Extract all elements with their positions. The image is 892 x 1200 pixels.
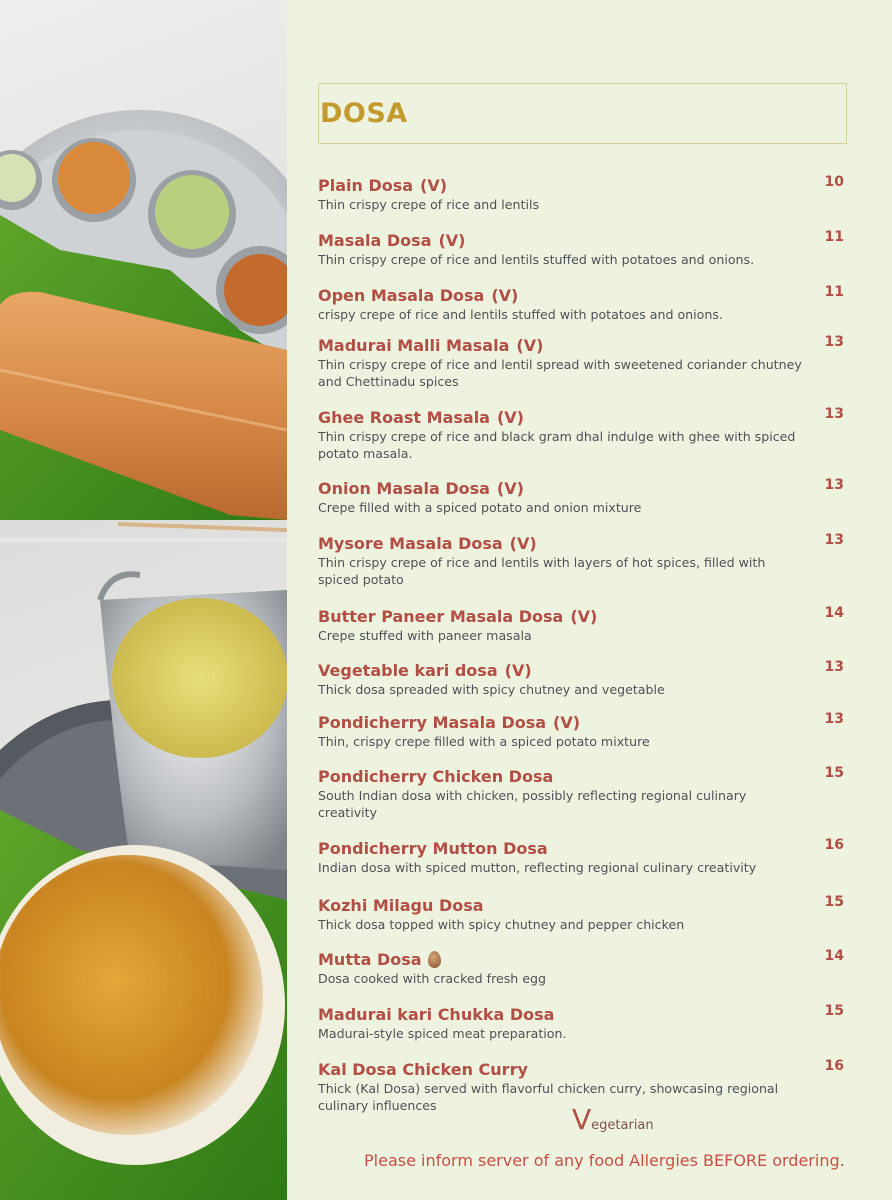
- menu-item-description: Thin crispy crepe of rice and lentils stuffed with potatoes and onions.: [318, 252, 755, 267]
- menu-item-name: [318, 286, 848, 305]
- food-photo-panel: [0, 0, 287, 1200]
- menu-item-name: [318, 408, 848, 427]
- menu-item-name: [318, 336, 848, 355]
- menu-item-price: 11: [824, 284, 844, 300]
- menu-item-name: [318, 607, 848, 626]
- menu-item-name: [318, 713, 848, 732]
- menu-item: [318, 607, 848, 644]
- menu-item-description: Crepe stuffed with paneer masala: [318, 628, 532, 643]
- menu-item-description: Crepe filled with a spiced potato and onion mixture: [318, 500, 642, 515]
- section-title: DOSA: [320, 98, 408, 129]
- food-photo: [0, 0, 287, 1200]
- menu-item-description: Thick (Kal Dosa) served with flavorful chicken curry, showcasing regional culinary influences: [318, 1081, 779, 1113]
- menu-item-price: 13: [824, 659, 844, 675]
- menu-item-name: [318, 176, 848, 195]
- menu-item-price: 13: [824, 711, 844, 727]
- menu-item-price: 14: [824, 948, 844, 964]
- menu-item-name-text: Madurai kari Chukka Dosa: [318, 1005, 555, 1024]
- menu-item-name-text: Pondicherry Chicken Dosa: [318, 767, 554, 786]
- menu-item: [318, 1005, 848, 1042]
- menu-item-name-text: Mutta Dosa: [318, 950, 422, 969]
- menu-item: [318, 950, 848, 987]
- menu-item-name-text: Ghee Roast Masala: [318, 408, 490, 427]
- menu-item: [318, 286, 848, 323]
- menu-item: [318, 176, 848, 213]
- menu-item-name-text: Kozhi Milagu Dosa: [318, 896, 484, 915]
- menu-item-description: Thin crispy crepe of rice and lentils: [318, 197, 540, 212]
- vegetarian-marker: (V): [553, 713, 581, 732]
- menu-item-name: [318, 767, 848, 786]
- menu-item-description: Thin crispy crepe of rice and black gram dhal indulge with ghee with spiced potato masala.: [318, 429, 796, 461]
- vegetarian-marker: (V): [496, 408, 524, 427]
- menu-item-price: 13: [824, 532, 844, 548]
- menu-panel: [287, 0, 892, 1200]
- menu-item-name-text: Plain Dosa: [318, 176, 414, 195]
- menu-item-name: [318, 661, 848, 680]
- menu-item-description: Indian dosa with spiced mutton, reflecting regional culinary creativity: [318, 860, 757, 875]
- section-title-box: [318, 83, 847, 144]
- menu-item-name-text: Madurai Malli Masala: [318, 336, 510, 355]
- menu-item: [318, 231, 848, 268]
- vegetarian-marker: (V): [491, 286, 519, 305]
- allergy-note: Please inform server of any food Allergies BEFORE ordering.: [364, 1151, 845, 1170]
- menu-item: [318, 839, 848, 876]
- menu-item-name: [318, 839, 848, 858]
- menu-item-description: Thin, crispy crepe filled with a spiced potato mixture: [318, 734, 650, 749]
- menu-item-description: Thick dosa topped with spicy chutney and pepper chicken: [318, 917, 685, 932]
- menu-item-name-text: Vegetable kari dosa: [318, 661, 498, 680]
- vegetarian-legend-initial: V: [572, 1103, 592, 1136]
- menu-item-price: 15: [824, 894, 844, 910]
- vegetarian-marker: (V): [516, 336, 544, 355]
- vegetarian-marker: (V): [496, 479, 524, 498]
- menu-item: [318, 661, 848, 698]
- menu-item-description: Thick dosa spreaded with spicy chutney and vegetable: [318, 682, 665, 697]
- menu-item-description: South Indian dosa with chicken, possibly reflecting regional culinary creativity: [318, 788, 747, 820]
- menu-item-price: 10: [824, 174, 844, 190]
- menu-item-name: [318, 1060, 848, 1079]
- menu-item-name-text: Mysore Masala Dosa: [318, 534, 503, 553]
- menu-item-name-text: Open Masala Dosa: [318, 286, 485, 305]
- menu-item-name: [318, 896, 848, 915]
- menu-item-name-text: Pondicherry Masala Dosa: [318, 713, 547, 732]
- menu-item-name-text: Kal Dosa Chicken Curry: [318, 1060, 528, 1079]
- vegetarian-marker: (V): [438, 231, 466, 250]
- menu-item-description: Madurai-style spiced meat preparation.: [318, 1026, 567, 1041]
- menu-item-price: 13: [824, 334, 844, 350]
- menu-item-price: 16: [824, 837, 844, 853]
- menu-item: [318, 713, 848, 750]
- menu-item-name: [318, 479, 848, 498]
- menu-item-price: 11: [824, 229, 844, 245]
- menu-item-price: 14: [824, 605, 844, 621]
- menu-item-description: Thin crispy crepe of rice and lentil spread with sweetened coriander chutney and Chettinadu spices: [318, 357, 802, 389]
- vegetarian-marker: (V): [509, 534, 537, 553]
- menu-item-price: 15: [824, 1003, 844, 1019]
- menu-item-price: 13: [824, 477, 844, 493]
- menu-item-description: crispy crepe of rice and lentils stuffed with potatoes and onions.: [318, 307, 723, 322]
- vegetarian-marker: (V): [504, 661, 532, 680]
- menu-item-name-text: Masala Dosa: [318, 231, 432, 250]
- menu-item-name-text: Butter Paneer Masala Dosa: [318, 607, 564, 626]
- vegetarian-marker: (V): [570, 607, 598, 626]
- menu-item-price: 13: [824, 406, 844, 422]
- menu-item: [318, 408, 848, 462]
- menu-item: [318, 896, 848, 933]
- menu-item-name: [318, 231, 848, 250]
- menu-item-name: [318, 534, 848, 553]
- menu-item-name: [318, 950, 848, 969]
- menu-item: [318, 767, 848, 821]
- menu-item: [318, 336, 848, 390]
- vegetarian-legend-text: egetarian: [591, 1118, 654, 1133]
- menu-item-name-text: Pondicherry Mutton Dosa: [318, 839, 548, 858]
- vegetarian-marker: (V): [420, 176, 448, 195]
- menu-item-name: [318, 1005, 848, 1024]
- menu-item: [318, 534, 848, 588]
- menu-item: [318, 479, 848, 516]
- menu-item-description: Thin crispy crepe of rice and lentils with layers of hot spices, filled with spiced potato: [318, 555, 766, 587]
- vegetarian-legend: [572, 1103, 654, 1136]
- menu-item-price: 16: [824, 1058, 844, 1074]
- menu-item-description: Dosa cooked with cracked fresh egg: [318, 971, 547, 986]
- menu-item-name-text: Onion Masala Dosa: [318, 479, 490, 498]
- egg-icon: [428, 951, 441, 968]
- menu-item-price: 15: [824, 765, 844, 781]
